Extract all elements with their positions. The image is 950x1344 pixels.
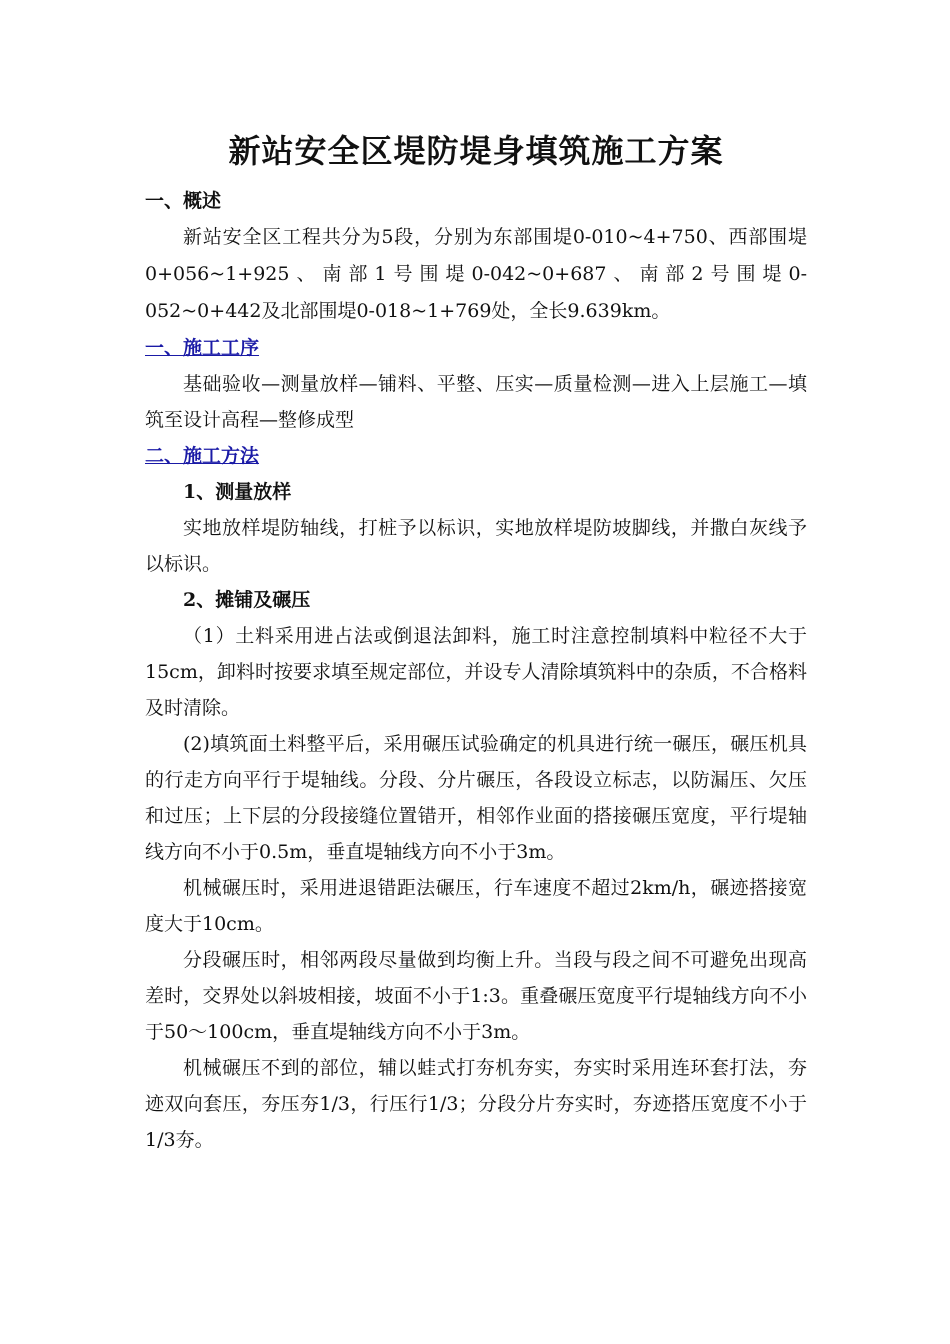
process-paragraph: 基础验收—测量放样—铺料、平整、压实—质量检测—进入上层施工—填筑至设计高程—整修成型: [145, 373, 807, 431]
document-title: 新站安全区堤防堤身填筑施工方案: [228, 132, 724, 170]
paving-paragraph-2: (2)填筑面土料整平后，采用碾压试验确定的机具进行统一碾压，碾压机具的行走方向平行于堤轴线。分段、分片碾压，各段设立标志，以防漏压、欠压和过压；上下层的分段接缝位置错开，相邻作业面的搭接碾压宽度，平行堤轴线方向不小于0.5m，垂直堤轴线方向不小于3m。: [145, 733, 807, 863]
document-page: [145, 125, 807, 1158]
overview-paragraph: 新站安全区工程共分为5段，分别为东部围堤0-010~4+750、西部围堤0+056~1+925、南部1号围堤0-042~0+687、南部2号围堤0-052~0+442及北部围堤0-018~1+769处，全长9.639km。: [145, 226, 807, 322]
overview-heading: 一、概述: [145, 190, 222, 212]
paving-paragraph-4: 分段碾压时，相邻两段尽量做到均衡上升。当段与段之间不可避免出现高差时，交界处以斜坡相接，坡面不小于1:3。重叠碾压宽度平行堤轴线方向不小于50～100cm，垂直堤轴线方向不小于3m。: [145, 949, 807, 1043]
paving-paragraph-1: （1）土料采用进占法或倒退法卸料，施工时注意控制填料中粒径不大于15cm，卸料时按要求填至规定部位，并设专人清除填筑料中的杂质，不合格料及时清除。: [145, 625, 807, 719]
process-heading-link[interactable]: 一、施工工序: [145, 337, 260, 359]
survey-paragraph: 实地放样堤防轴线，打桩予以标识，实地放样堤防坡脚线，并撒白灰线予以标识。: [145, 517, 807, 575]
method-heading-link[interactable]: 二、施工方法: [145, 445, 260, 467]
paving-paragraph-3: 机械碾压时，采用进退错距法碾压，行车速度不超过2km/h，碾迹搭接宽度大于10cm。: [145, 877, 807, 935]
paving-subheading: 2、摊铺及碾压: [183, 589, 311, 611]
survey-subheading: 1、测量放样: [183, 481, 292, 503]
paving-paragraph-5: 机械碾压不到的部位，辅以蛙式打夯机夯实，夯实时采用连环套打法，夯迹双向套压，夯压夯1/3，行压行1/3；分段分片夯实时，夯迹搭压宽度不小于1/3夯。: [145, 1057, 807, 1151]
